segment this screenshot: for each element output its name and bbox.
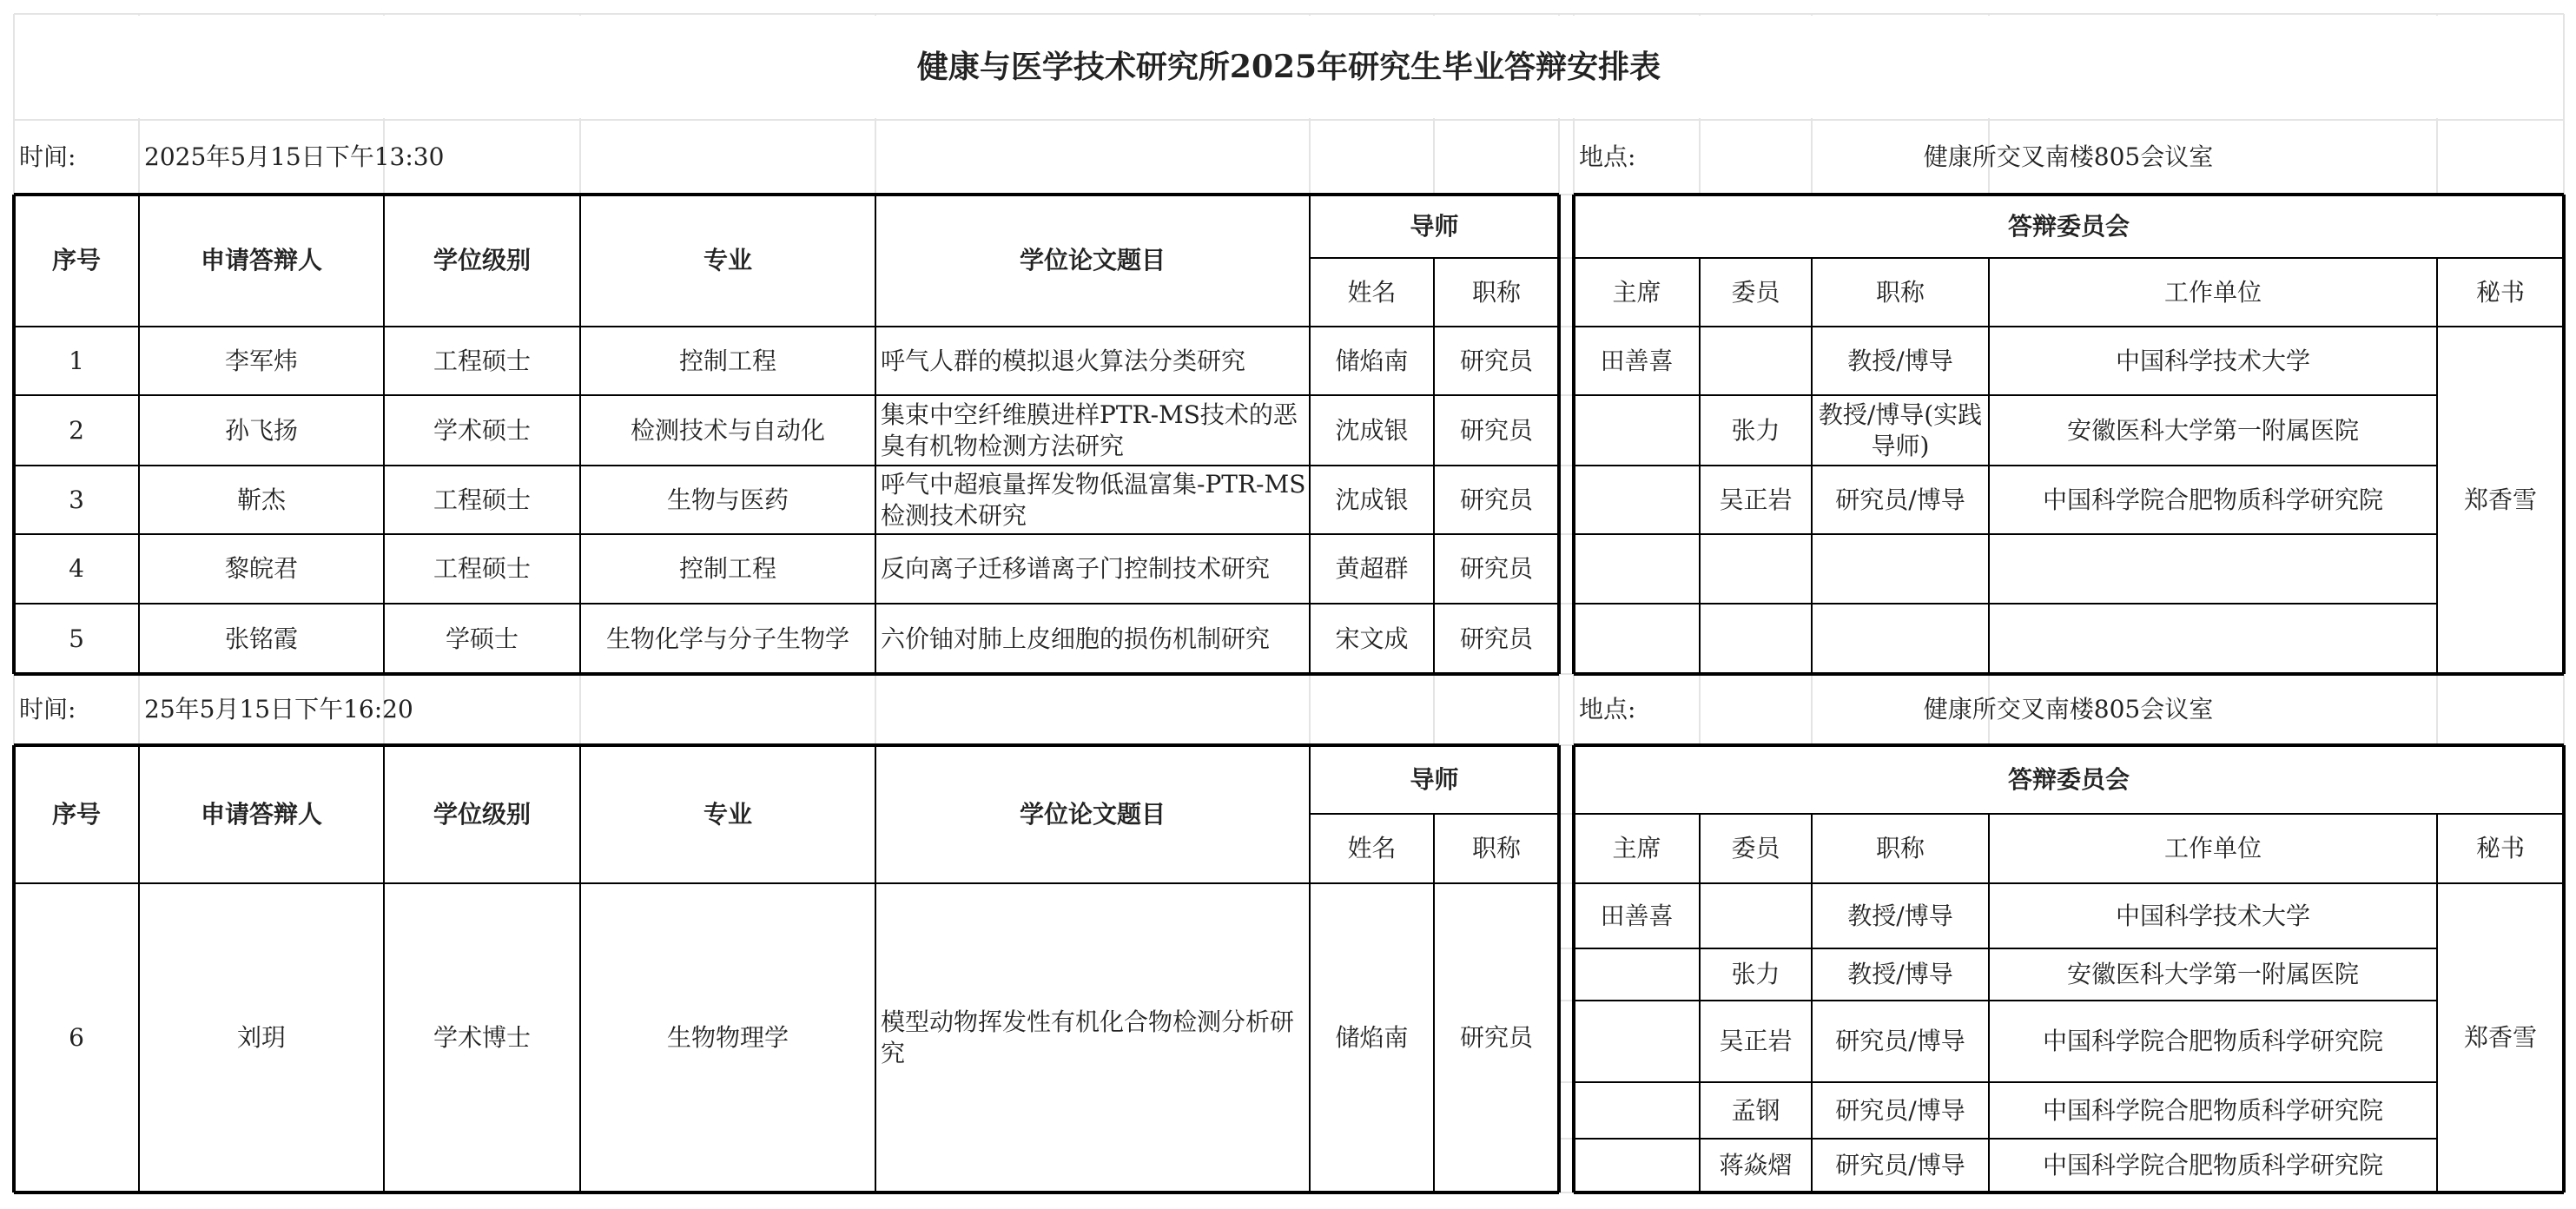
header-secretary: 秘书 bbox=[2475, 834, 2525, 862]
student-major: 控制工程 bbox=[678, 346, 776, 375]
header-committee: 答辩委员会 bbox=[2007, 764, 2130, 794]
committee-member-rank: 研究员/博导 bbox=[1835, 1151, 1965, 1179]
committee-member-rank: 教授/博导(实践导师) bbox=[1818, 400, 1983, 460]
header-advisor: 导师 bbox=[1410, 764, 1459, 794]
committee-member-rank: 教授/博导 bbox=[1847, 960, 1953, 988]
student-thesis: 呼气中超痕量挥发物低温富集-PTR-MS检测技术研究 bbox=[881, 469, 1306, 530]
student-thesis: 模型动物挥发性有机化合物检测分析研究 bbox=[881, 1008, 1295, 1067]
student-thesis: 呼气人群的模拟退火算法分类研究 bbox=[881, 346, 1246, 375]
advisor-rank: 研究员 bbox=[1459, 1023, 1533, 1052]
student-major: 生物化学与分子生物学 bbox=[605, 624, 849, 653]
committee-affiliation: 中国科学院合肥物质科学研究院 bbox=[2042, 1095, 2383, 1125]
committee-affiliation: 中国科学技术大学 bbox=[2115, 901, 2310, 930]
header-applicant: 申请答辩人 bbox=[200, 246, 322, 274]
header-advisor-name: 姓名 bbox=[1347, 277, 1397, 307]
committee-member bbox=[1700, 883, 1812, 948]
student-seq: 1 bbox=[69, 346, 84, 375]
student-major: 生物物理学 bbox=[666, 1023, 789, 1052]
student-degree: 学硕士 bbox=[445, 624, 519, 653]
committee-secretary: 郑香雪 bbox=[2463, 1023, 2537, 1052]
student-name: 张铭霞 bbox=[224, 624, 298, 653]
session-time: 25年5月15日下午16:20 bbox=[144, 695, 413, 723]
student-seq: 6 bbox=[69, 1023, 84, 1052]
student-degree: 学术博士 bbox=[433, 1023, 531, 1052]
committee-member bbox=[1700, 604, 1812, 674]
header-affiliation: 工作单位 bbox=[2163, 834, 2262, 862]
committee-member: 张力 bbox=[1731, 960, 1780, 988]
header-degree-level: 学位级别 bbox=[433, 799, 531, 829]
header-seq: 序号 bbox=[51, 799, 101, 829]
advisor-name: 宋文成 bbox=[1335, 624, 1409, 653]
student-name: 刘玥 bbox=[236, 1023, 286, 1052]
committee-member-rank: 研究员/博导 bbox=[1835, 1095, 1965, 1125]
committee-chair bbox=[1574, 1001, 1700, 1082]
committee-affiliation bbox=[1989, 604, 2437, 674]
session-time: 2025年5月15日下午13:30 bbox=[144, 142, 445, 171]
header-applicant: 申请答辩人 bbox=[200, 799, 322, 829]
committee-member-rank bbox=[1812, 534, 1989, 604]
header-member: 委员 bbox=[1731, 277, 1780, 307]
committee-member-rank bbox=[1812, 604, 1989, 674]
advisor-name: 储焰南 bbox=[1335, 346, 1409, 375]
student-degree: 学术硕士 bbox=[433, 415, 531, 445]
header-thesis: 学位论文题目 bbox=[1019, 799, 1166, 829]
student-thesis: 六价铀对肺上皮细胞的损伤机制研究 bbox=[881, 624, 1271, 653]
committee-member: 吴正岩 bbox=[1719, 485, 1793, 514]
student-major: 控制工程 bbox=[678, 554, 776, 583]
student-degree: 工程硕士 bbox=[433, 554, 531, 583]
student-degree: 工程硕士 bbox=[433, 485, 531, 514]
header-chair: 主席 bbox=[1612, 277, 1661, 307]
header-advisor-rank: 职称 bbox=[1471, 834, 1521, 862]
committee-affiliation: 中国科学技术大学 bbox=[2115, 346, 2310, 375]
committee-affiliation bbox=[1989, 534, 2437, 604]
advisor-rank: 研究员 bbox=[1459, 346, 1533, 375]
header-major: 专业 bbox=[703, 246, 752, 274]
header-member: 委员 bbox=[1731, 834, 1780, 862]
committee-chair bbox=[1574, 534, 1700, 604]
time-label: 时间: bbox=[19, 142, 76, 171]
committee-chair bbox=[1574, 1082, 1700, 1139]
advisor-name: 储焰南 bbox=[1335, 1023, 1409, 1052]
session-place: 健康所交叉南楼805会议室 bbox=[1923, 142, 2214, 171]
committee-member bbox=[1700, 327, 1812, 395]
committee-member: 蒋焱熠 bbox=[1719, 1151, 1793, 1179]
committee-secretary: 郑香雪 bbox=[2463, 486, 2537, 514]
header-major: 专业 bbox=[703, 799, 752, 829]
committee-member: 吴正岩 bbox=[1719, 1027, 1793, 1055]
committee-chair bbox=[1574, 466, 1700, 534]
place-label: 地点: bbox=[1579, 142, 1636, 171]
header-affiliation: 工作单位 bbox=[2163, 277, 2262, 307]
student-seq: 3 bbox=[69, 485, 84, 514]
committee-affiliation: 安徽医科大学第一附属医院 bbox=[2066, 415, 2359, 445]
student-thesis: 反向离子迁移谱离子门控制技术研究 bbox=[881, 554, 1271, 583]
header-member-rank: 职称 bbox=[1875, 834, 1925, 862]
committee-member: 孟钢 bbox=[1731, 1095, 1780, 1125]
committee-chair: 田善喜 bbox=[1600, 901, 1674, 930]
student-name: 靳杰 bbox=[236, 485, 286, 514]
student-name: 孙飞扬 bbox=[224, 415, 298, 445]
committee-affiliation: 中国科学院合肥物质科学研究院 bbox=[2042, 1027, 2383, 1055]
student-major: 生物与医药 bbox=[666, 485, 789, 514]
header-degree-level: 学位级别 bbox=[433, 246, 531, 274]
committee-chair bbox=[1574, 395, 1700, 466]
committee-affiliation: 中国科学院合肥物质科学研究院 bbox=[2042, 1151, 2383, 1179]
session-place: 健康所交叉南楼805会议室 bbox=[1923, 695, 2214, 723]
sheet-title: 健康与医学技术研究所2025年研究生毕业答辩安排表 bbox=[916, 49, 1661, 85]
header-chair: 主席 bbox=[1612, 834, 1661, 862]
committee-member-rank: 教授/博导 bbox=[1847, 346, 1953, 375]
header-committee: 答辩委员会 bbox=[2007, 211, 2130, 241]
committee-member bbox=[1700, 534, 1812, 604]
header-seq: 序号 bbox=[51, 246, 101, 274]
committee-member-rank: 研究员/博导 bbox=[1835, 485, 1965, 514]
place-label: 地点: bbox=[1579, 695, 1636, 723]
header-thesis: 学位论文题目 bbox=[1019, 246, 1166, 274]
committee-affiliation: 中国科学院合肥物质科学研究院 bbox=[2042, 485, 2383, 514]
header-advisor-rank: 职称 bbox=[1471, 277, 1521, 307]
student-degree: 工程硕士 bbox=[433, 346, 531, 375]
student-seq: 2 bbox=[69, 415, 84, 445]
committee-affiliation: 安徽医科大学第一附属医院 bbox=[2066, 960, 2359, 988]
committee-chair bbox=[1574, 604, 1700, 674]
committee-chair bbox=[1574, 1139, 1700, 1192]
time-label: 时间: bbox=[19, 695, 76, 723]
header-advisor: 导师 bbox=[1410, 211, 1459, 241]
student-seq: 4 bbox=[69, 554, 84, 583]
advisor-name: 黄超群 bbox=[1335, 554, 1409, 583]
committee-chair bbox=[1574, 948, 1700, 1001]
committee-member-rank: 研究员/博导 bbox=[1835, 1027, 1965, 1055]
student-major: 检测技术与自动化 bbox=[630, 415, 825, 445]
header-secretary: 秘书 bbox=[2475, 277, 2525, 307]
committee-member: 张力 bbox=[1731, 415, 1780, 445]
advisor-rank: 研究员 bbox=[1459, 624, 1533, 653]
advisor-name: 沈成银 bbox=[1335, 415, 1409, 445]
advisor-rank: 研究员 bbox=[1459, 485, 1533, 514]
committee-member-rank: 教授/博导 bbox=[1847, 901, 1953, 930]
committee-chair: 田善喜 bbox=[1600, 346, 1674, 375]
header-member-rank: 职称 bbox=[1875, 277, 1925, 307]
advisor-rank: 研究员 bbox=[1459, 415, 1533, 445]
advisor-name: 沈成银 bbox=[1335, 485, 1409, 514]
student-name: 李军炜 bbox=[224, 346, 298, 375]
advisor-rank: 研究员 bbox=[1459, 554, 1533, 583]
student-name: 黎皖君 bbox=[224, 554, 298, 583]
header-advisor-name: 姓名 bbox=[1347, 834, 1397, 862]
student-seq: 5 bbox=[69, 624, 84, 653]
student-thesis: 集束中空纤维膜进样PTR-MS技术的恶臭有机物检测方法研究 bbox=[881, 400, 1298, 460]
